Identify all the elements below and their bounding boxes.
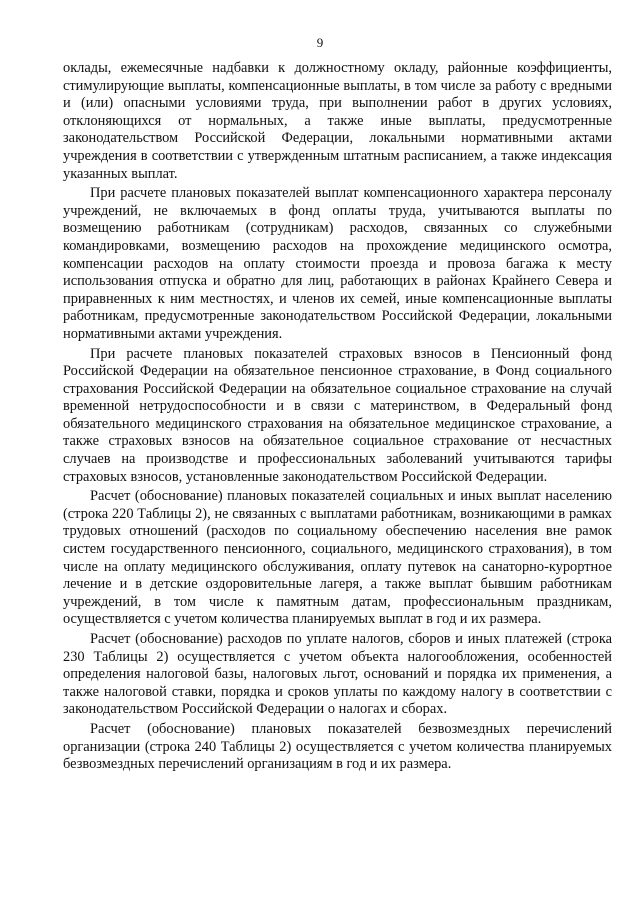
paragraph-gratuitous-transfers: Расчет (обоснование) плановых показателей безвозмездных перечислений организации (строка 240 Таблицы 2) осуществляется с учетом количества планируемых безвозмездных перечислений организациям в год и их размера.	[63, 720, 612, 773]
page-number: 9	[316, 35, 324, 50]
paragraph-compensation-payments: При расчете плановых показателей выплат компенсационного характера персоналу учреждений, не включаемых в фонд оплаты труда, учитываются выплаты по возмещению работникам (сотрудникам) расходов, связанных со служебными командировками, возмещению расходов на прохождение медицинского осмотра, компенсации расходов на оплату стоимости проезда и провоза багажа к месту использования отпуска и обратно для лиц, работающих в районах Крайнего Севера и приравненных к ним местностях, и членов их семей, иные компенсационные выплаты работникам, предусмотренные законодательством Российской Федерации, локальными нормативными актами учреждения.	[63, 185, 612, 342]
document-body	[63, 60, 612, 774]
paragraph-continuation: оклады, ежемесячные надбавки к должностному окладу, районные коэффициенты, стимулирующие выплаты, компенсационные выплаты, в том числе за работу с вредными и (или) опасными условиями труда, при выполнении работ в других условиях, отклоняющихся от нормальных, а также иные выплаты, предусмотренные законодательством Российской Федерации, локальными нормативными актами учреждения в соответствии с утвержденным штатным расписанием, а также индексация указанных выплат.	[63, 60, 612, 182]
paragraph-insurance-contributions: При расчете плановых показателей страховых взносов в Пенсионный фонд Российской Федерации на обязательное пенсионное страхование, в Фонд социального страхования Российской Федерации на обязательное социальное страхование на случай временной нетрудоспособности и в связи с материнством, в Федеральный фонд обязательного медицинского страхования на обязательное медицинское страхование, а также страховых взносов на обязательное социальное страхование от несчастных случаев на производстве и профессиональных заболеваний учитываются тарифы страховых взносов, установленные законодательством Российской Федерации.	[63, 345, 612, 485]
paragraph-social-payments: Расчет (обоснование) плановых показателей социальных и иных выплат населению (строка 220 Таблицы 2), не связанных с выплатами работникам, возникающими в рамках трудовых отношений (расходов по социальному обеспечению населения вне рамок систем государственного пенсионного, социального, медицинского страхования), в том числе на оплату медицинского обслуживания, оплату путевок на санаторно-курортное лечение и в детские оздоровительные лагеря, а также выплат бывшим работникам учреждений, в том числе к памятным датам, профессиональным праздникам, осуществляется с учетом количества планируемых выплат в год и их размера.	[63, 488, 612, 628]
paragraph-taxes-fees: Расчет (обоснование) расходов по уплате налогов, сборов и иных платежей (строка 230 Таблицы 2) осуществляется с учетом объекта налогообложения, особенностей определения налоговой базы, налоговых льгот, оснований и порядка их применения, а также налоговой ставки, порядка и сроков уплаты по каждому налогу в соответствии с законодательством Российской Федерации о налогах и сборах.	[63, 631, 612, 718]
